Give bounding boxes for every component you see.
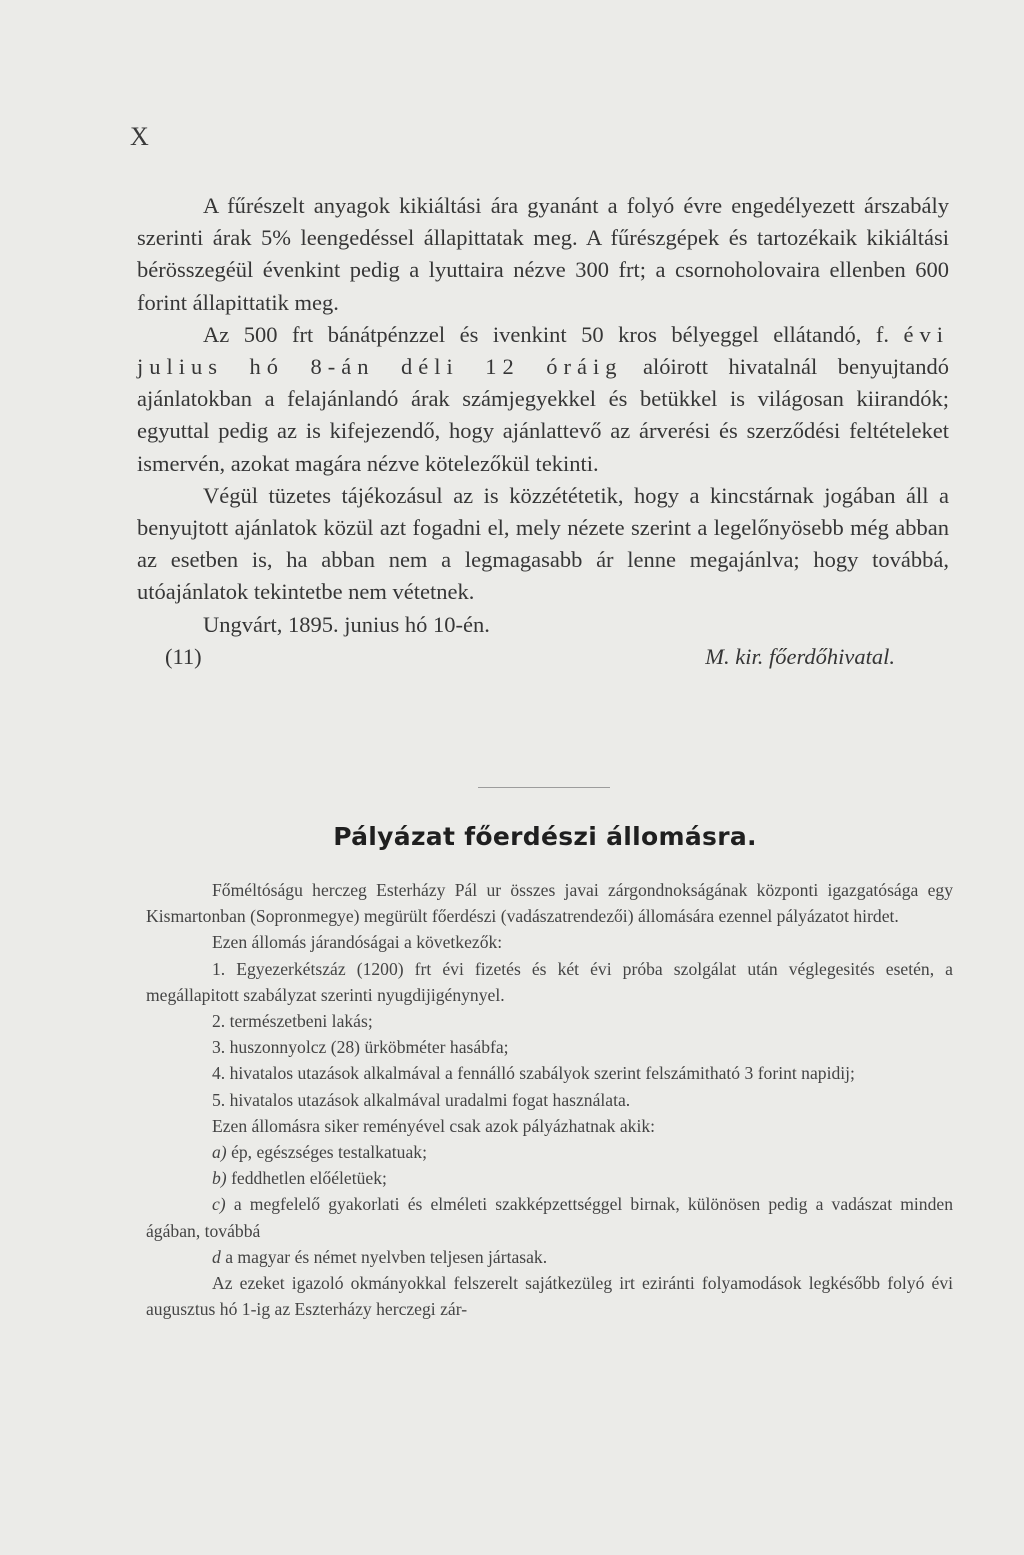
requirement-label: a) xyxy=(212,1142,227,1163)
closing-paragraph: Végül tüzetes tájékozásul az is közzététetik, hogy a kincstárnak jogában áll a benyujtott ajánlatok közül azt fogadni el, mely nézete szerint a legelőnyösebb még abban az esetben is, ha abban nem a legmagasabb ár lenne megajánlva; hogy továbbá, utóajánlatok tekintetbe nem vétetnek. xyxy=(137,482,949,605)
deposit-paragraph xyxy=(137,319,949,480)
tender-intro: Főméltóságu herczeg Esterházy Pál ur összes javai zárgondnokságának központi igazgatósága egy Kismartonban (Sopronmegye) megürült főerdészi (vadászatrendezői) állomására ezennel pályázatot hirdet. xyxy=(146,880,953,927)
requirement-label: c) xyxy=(212,1194,226,1215)
requirements-intro: Ezen állomásra siker reményével csak azok pályázhatnak akik: xyxy=(212,1115,656,1136)
tender-closing: Az ezeket igazoló okmányokkal felszerelt sajátkezüleg irt eziránti folyamodások legkésőbb folyó évi augusztus hó 1-ig az Eszterházy herczegi zár- xyxy=(146,1273,953,1320)
tender-announcement xyxy=(146,877,953,1322)
place-date: Ungvárt, 1895. junius hó 10-én. xyxy=(203,611,490,637)
emolument-item: 5. hivatalos utazások alkalmával uradalmi fogat használata. xyxy=(212,1089,631,1110)
requirement-label: d xyxy=(212,1246,221,1267)
requirement-item xyxy=(146,1191,953,1243)
deposit-prefix: Az 500 frt bánátpénzzel és ivenkint 50 kros bélyeggel ellátandó, f. xyxy=(203,321,890,347)
deposit-deadline: évi julius hó 8-án déli 12 óráig xyxy=(137,321,950,380)
requirement-label: b) xyxy=(212,1168,227,1189)
emolument-item: 3. huszonnyolcz (28) ürköbméter hasábfa; xyxy=(212,1037,509,1058)
tender-title: Pályázat főerdészi állomásra. xyxy=(333,822,757,851)
notice-number: (11) xyxy=(165,643,202,669)
section-divider xyxy=(478,787,610,788)
requirement-item xyxy=(146,1165,953,1191)
requirement-item xyxy=(146,1139,953,1165)
issuing-office: M. kir. főerdőhivatal. xyxy=(705,643,895,669)
emolument-item: 2. természetbeni lakás; xyxy=(212,1011,373,1032)
page-number: X xyxy=(130,122,149,151)
emolument-item: 4. hivatalos utazások alkalmával a fennálló szabályok szerint felszámitható 3 forint napidij; xyxy=(212,1063,855,1084)
requirement-text: feddhetlen előéletüek; xyxy=(231,1168,387,1189)
requirement-text: a magyar és német nyelvben teljesen jártasak. xyxy=(225,1246,548,1267)
requirement-text: a megfelelő gyakorlati és elméleti szakképzettséggel birnak, különösen pedig a vadászat minden ágában, továbbá xyxy=(146,1194,953,1241)
requirement-item xyxy=(146,1244,953,1270)
timber-auction-notice xyxy=(137,190,949,673)
signature-line xyxy=(137,641,949,673)
deposit-suffix: alóirott hivatalnál benyujtandó ajánlatokban a felajánlandó árak számjegyekkel és betükkel is világosan kiirandók; egyuttal pedig az is kifejezendő, hogy ajánlattevő az árverési és szerződési feltételeket ismervén, azokat magára nézve kötelezőkül tekinti. xyxy=(137,354,949,476)
emoluments-intro: Ezen állomás járandóságai a következők: xyxy=(212,932,503,953)
emolument-item: 1. Egyezerkétszáz (1200) frt évi fizetés és két évi próba szolgálat után véglegesités esetén, a megállapitott szabályzat szerinti nyugdijigénynyel. xyxy=(146,958,953,1005)
requirement-text: ép, egészséges testalkatuak; xyxy=(231,1142,427,1163)
notice-paragraph: A fűrészelt anyagok kikiáltási ára gyanánt a folyó évre engedélyezett árszabály szerinti árak 5% leengedéssel állapittatak meg. A fűrészgépek és tartozékaik kikiáltási bérösszegéül évenkint pedig a lyuttaira nézve 300 frt; a csornoholovaira ellenben 600 forint állapittatik meg. xyxy=(137,193,949,315)
